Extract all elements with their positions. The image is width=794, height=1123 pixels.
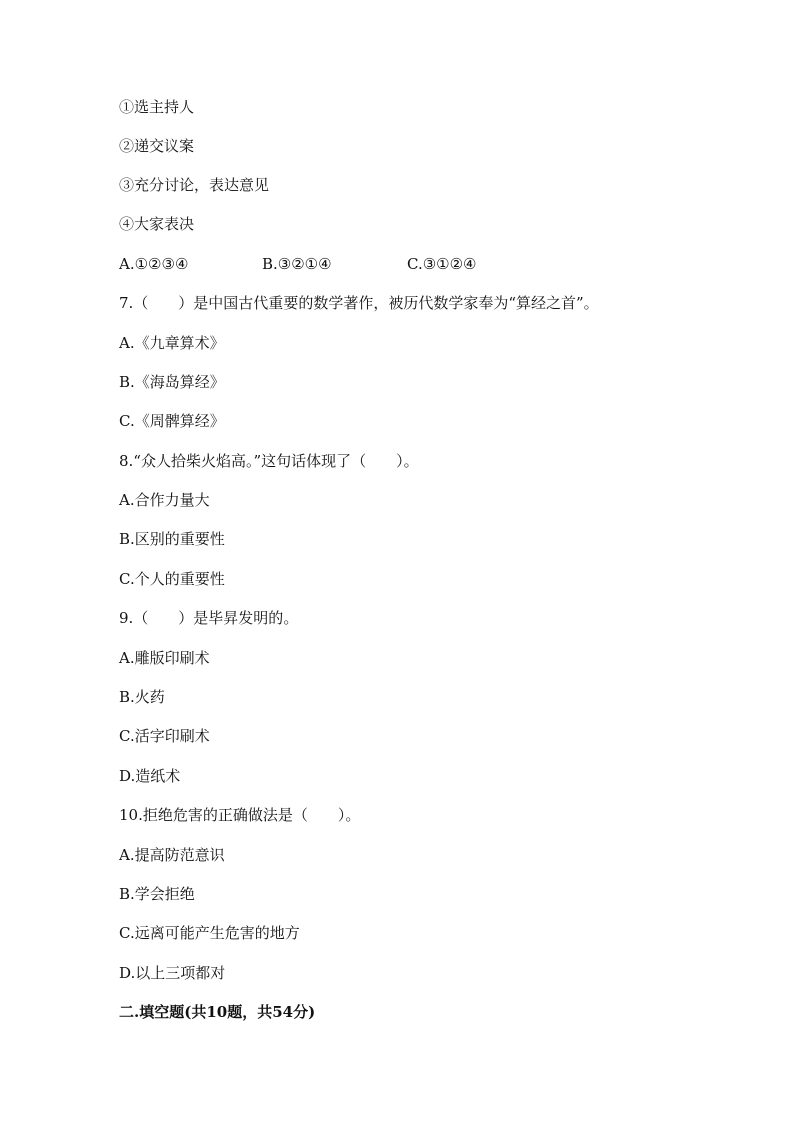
q10-option-b: B.学会拒绝 — [119, 885, 195, 903]
q9-option-d: D.造纸术 — [119, 767, 181, 785]
q9-question: 9.（ ）是毕昇发明的。 — [119, 609, 299, 627]
q10-question: 10.拒绝危害的正确做法是（ ）。 — [119, 806, 361, 824]
q7-option-c: C.《周髀算经》 — [119, 412, 225, 430]
q6-options-row — [119, 252, 539, 276]
q9-option-c: C.活字印刷术 — [119, 727, 210, 745]
step-1: ①选主持人 — [119, 98, 195, 116]
q8-option-c: C.个人的重要性 — [119, 570, 225, 588]
step-3: ③充分讨论，表达意见 — [119, 176, 270, 194]
q9-option-a: A.雕版印刷术 — [119, 649, 210, 667]
q10-option-a: A.提高防范意识 — [119, 846, 225, 864]
step-2: ②递交议案 — [119, 137, 195, 155]
q8-question: 8.“众人拾柴火焰高。”这句话体现了（ ）。 — [119, 452, 419, 470]
section-2-heading: 二.填空题(共10题，共54分) — [119, 1003, 316, 1021]
q9-option-b: B.火药 — [119, 688, 165, 706]
q8-option-a: A.合作力量大 — [119, 491, 210, 509]
step-4: ④大家表决 — [119, 215, 195, 233]
q6-option-b: B.③②①④ — [262, 255, 332, 273]
q10-option-d: D.以上三项都对 — [119, 964, 226, 982]
q7-option-b: B.《海岛算经》 — [119, 373, 225, 391]
q7-question: 7.（ ）是中国古代重要的数学著作，被历代数学家奉为“算经之首”。 — [119, 294, 599, 312]
q6-option-c: C.③①②④ — [407, 255, 477, 273]
q10-option-c: C.远离可能产生危害的地方 — [119, 924, 300, 942]
q7-option-a: A.《九章算术》 — [119, 334, 225, 352]
q6-option-a: A.①②③④ — [119, 255, 189, 273]
q8-option-b: B.区别的重要性 — [119, 530, 225, 548]
